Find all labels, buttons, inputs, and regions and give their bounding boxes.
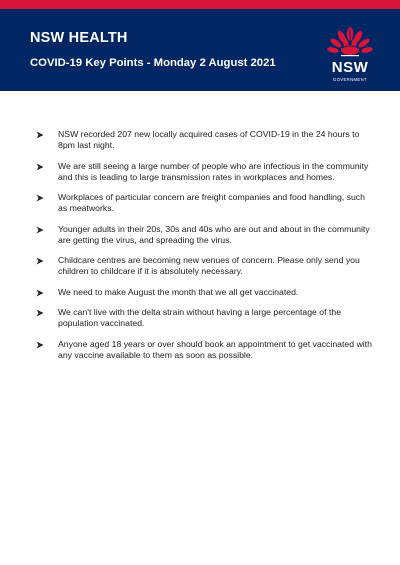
list-item xyxy=(36,287,376,298)
logo-subtext: GOVERNMENT xyxy=(332,77,367,82)
list-item xyxy=(36,307,376,329)
key-points-list xyxy=(36,129,376,370)
list-item-text: Younger adults in their 20s, 30s and 40s who are out and about in the community are getting the virus, and spreading the virus. xyxy=(58,223,370,245)
page-header xyxy=(0,9,400,91)
arrowhead-bullet-icon xyxy=(36,163,44,171)
list-item-text: NSW recorded 207 new locally acquired cases of COVID-19 in the 24 hours to 8pm last night. xyxy=(58,129,360,150)
list-item xyxy=(36,255,376,277)
arrowhead-bullet-icon xyxy=(36,289,44,297)
top-accent-stripe xyxy=(0,0,400,9)
header-subtitle: COVID-19 Key Points - Monday 2 August 2021 xyxy=(30,57,276,69)
arrowhead-bullet-icon xyxy=(36,341,44,349)
list-item-text: Workplaces of particular concern are freight companies and food handling, such as meatworks. xyxy=(58,192,365,213)
list-item xyxy=(36,192,376,214)
arrowhead-bullet-icon xyxy=(36,226,44,234)
arrowhead-bullet-icon xyxy=(36,257,44,265)
list-item xyxy=(36,224,376,246)
list-item-text: We can't live with the delta strain without having a large percentage of the population vaccinated. xyxy=(58,307,342,328)
header-title: NSW HEALTH xyxy=(30,30,128,46)
arrowhead-bullet-icon xyxy=(36,309,44,317)
nsw-government-logo xyxy=(326,26,374,90)
list-item-text: Childcare centres are becoming new venues of concern. Please only send you children to childcare if it is absolutely necessary. xyxy=(58,255,360,276)
waratah-icon xyxy=(326,26,374,60)
arrowhead-bullet-icon xyxy=(36,131,44,139)
logo-wordmark: NSW xyxy=(331,59,369,76)
list-item-text: Anyone aged 18 years or over should book an appointment to get vaccinated with any vaccine available to them as soon as possible. xyxy=(58,338,372,360)
list-item-text: We need to make August the month that we all get vaccinated. xyxy=(58,286,299,297)
list-item xyxy=(36,129,376,151)
arrowhead-bullet-icon xyxy=(36,194,44,202)
list-item xyxy=(36,339,376,361)
list-item xyxy=(36,161,376,183)
list-item-text: We are still seeing a large number of people who are infectious in the community and this is leading to large transmission rates in workplaces and homes. xyxy=(58,160,369,182)
